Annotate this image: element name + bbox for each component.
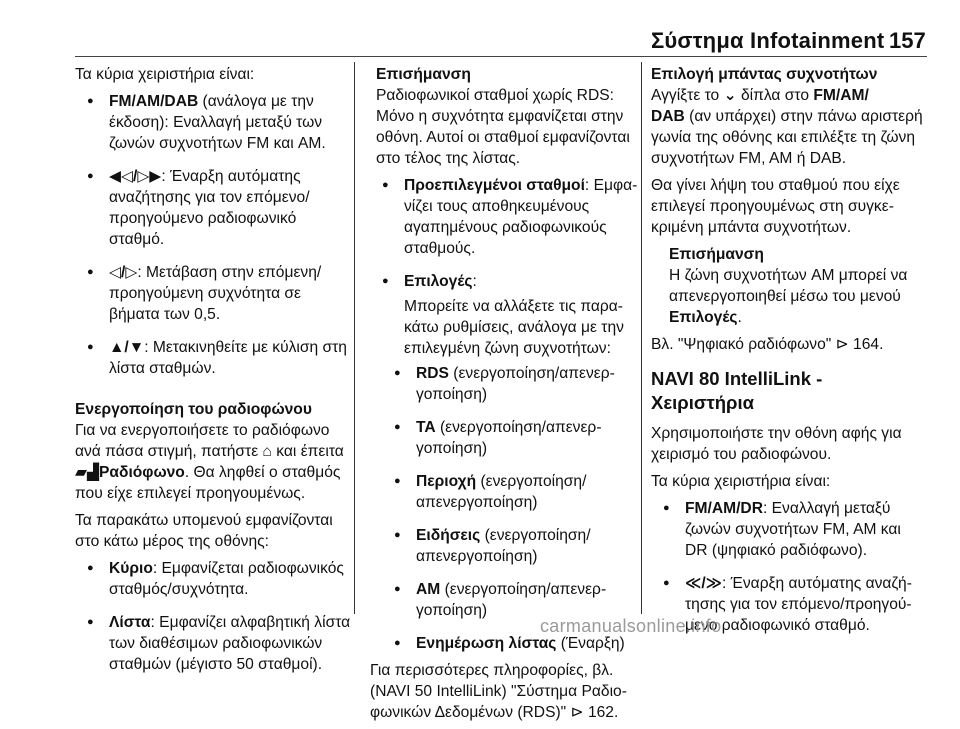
list-item xyxy=(651,498,927,561)
list-item xyxy=(75,558,351,600)
paragraph xyxy=(75,420,351,504)
text-run: . xyxy=(737,309,742,326)
bullet-text: : Έναρξη αυτόματης αναζήτησης για τον επόμενο/ προηγούμενο ραδιοφωνικό σταθμό. xyxy=(109,168,310,248)
options-sublist xyxy=(370,363,646,654)
list-item xyxy=(75,262,351,325)
list-item xyxy=(75,91,351,154)
paragraph xyxy=(651,85,927,169)
bullet-text: (ενεργοποίηση/ απενεργοποίηση) xyxy=(416,527,591,565)
list-item xyxy=(370,363,646,405)
note-heading: Επισήμανση xyxy=(376,66,471,83)
bullet-label: AM xyxy=(416,581,441,598)
submenu-list xyxy=(75,558,351,675)
bullet-text: (ανάλογα με την έκδοση): Εναλλαγή μεταξύ των ζωνών συχνοτήτων FM και AM. xyxy=(109,93,326,152)
bullet-label: FM/AM/DR xyxy=(685,500,763,517)
bullet-text: : Εμφανίζει αλφαβητική λίστα των διαθέσιμων ραδιοφωνικών σταθμών (μέγιστο 50 σταθμοί). xyxy=(109,614,351,673)
column-1 xyxy=(75,64,351,687)
bullet-text: : Μετακινηθείτε με κύλιση στη λίστα σταθμών. xyxy=(109,339,347,377)
section-heading: Επιλογή μπάντας συχνοτήτων xyxy=(651,66,878,83)
list-item xyxy=(370,175,646,259)
bullet-label: Επιλογές xyxy=(404,273,473,290)
chevron-down-icon: ⌄ xyxy=(723,87,737,104)
options-list xyxy=(370,175,646,654)
bullet-label: RDS xyxy=(416,365,449,382)
home-icon: ⌂ xyxy=(262,443,272,460)
text-run: Η ζώνη συχνοτήτων AM μπορεί να απενεργοποιηθεί μέσω του μενού xyxy=(669,267,908,305)
bullet-text: : Μετάβαση στην επόμενη/ προηγούμενη συχνότητα σε βήματα των 0,5. xyxy=(109,264,322,323)
bullet-text: (ενεργοποίηση/απενεργοποίηση) xyxy=(416,365,615,403)
bullet-text: : xyxy=(472,273,477,290)
note-heading: Επισήμανση xyxy=(669,246,764,263)
bullet-text: (ενεργοποίηση/ απενεργοποίηση) xyxy=(416,473,587,511)
column-3 xyxy=(651,64,927,648)
text-run: δίπλα στο xyxy=(736,87,814,104)
bullet-text: (Έναρξη) xyxy=(556,635,625,652)
menu-label: Επιλογές xyxy=(669,309,738,326)
paragraph: Τα κύρια χειριστήρια είναι: xyxy=(651,473,831,490)
page-header-title: Σύστημα Infotainment xyxy=(651,28,885,53)
text-run: . Θα ληφθεί ο σταθμός που είχε επιλεγεί προηγουμένως. xyxy=(75,464,341,502)
controls-list xyxy=(75,91,351,379)
seek-icon: ≪/≫ xyxy=(685,575,722,592)
text-run: Βλ. "Ψηφιακό ραδιόφωνο" xyxy=(651,336,836,353)
list-item xyxy=(75,337,351,379)
bullet-label: Προεπιλεγμένοι σταθμοί xyxy=(404,177,585,194)
list-item xyxy=(370,471,646,513)
radio-icon: ▰▟ xyxy=(75,464,99,481)
bullet-label: Λίστα xyxy=(109,614,151,631)
list-item xyxy=(370,417,646,459)
note-block xyxy=(370,64,646,169)
step-back-forward-icon: ◁/▷ xyxy=(109,264,138,281)
text-run: 162. xyxy=(583,704,619,721)
bullet-text: : Εμφανίζει τους αποθηκευμένους αγαπημένους ραδιοφωνικούς σταθμούς. xyxy=(404,177,638,257)
paragraph: Θα γίνει λήψη του σταθμού που είχε επιλεγεί προηγουμένως στη συγκεκριμένη μπάντα συχνοτήτων. xyxy=(651,177,900,236)
bullet-label: Ειδήσεις xyxy=(416,527,481,544)
text-run: Για περισσότερες πληροφορίες, βλ. (NAVI 50 IntelliLink) "Σύστημα Ραδιοφωνικών Δεδομένων (RDS)" xyxy=(370,662,627,721)
paragraph xyxy=(370,660,646,723)
text-run: Για να ενεργοποιήσετε το ραδιόφωνο ανά πάσα στιγμή, πατήστε xyxy=(75,422,330,460)
bullet-text: : Έναρξη αυτόματης αναζήτησης για τον επόμενο/προηγούμενο ραδιοφωνικό σταθμό. xyxy=(685,575,912,634)
intro-text: Τα κύρια χειριστήρια είναι: xyxy=(75,66,255,83)
note-text xyxy=(669,265,927,328)
bullet-text: (ενεργοποίηση/απενεργοποίηση) xyxy=(416,581,607,619)
header-rule xyxy=(75,56,927,57)
text-run: και έπειτα xyxy=(271,443,344,460)
section-heading-large: NAVI 80 IntelliLink - Χειριστήρια xyxy=(651,368,823,413)
bullet-text: (ενεργοποίηση/απενεργοποίηση) xyxy=(416,419,602,457)
bullet-text: : Εμφανίζεται ραδιοφωνικός σταθμός/συχνότητα. xyxy=(109,560,344,598)
bullet-label: TA xyxy=(416,419,436,436)
bullet-text: : Εναλλαγή μεταξύ ζωνών συχνοτήτων FM, AM και DR (ψηφιακό ραδιόφωνο). xyxy=(685,500,901,559)
note-text: Ραδιοφωνικοί σταθμοί χωρίς RDS: Μόνο η συχνότητα εμφανίζεται στην οθόνη. Αυτοί οι σταθμοί εμφανίζονται στο τέλος της λίστας. xyxy=(376,87,630,167)
section-heading: Ενεργοποίηση του ραδιοφώνου xyxy=(75,401,312,418)
page-number: 157 xyxy=(889,28,926,53)
band-label: FM/AM/ xyxy=(813,87,869,104)
bullet-label: Κύριο xyxy=(109,560,153,577)
paragraph xyxy=(651,334,927,355)
options-description: Μπορείτε να αλλάξετε τις παρακάτω ρυθμίσεις, ανάλογα με την επιλεγμένη ζώνη συχνοτήτων: xyxy=(404,298,624,357)
scroll-up-down-icon: ▲/▼ xyxy=(109,339,145,356)
list-item xyxy=(370,525,646,567)
radio-label: Ραδιόφωνο xyxy=(99,464,185,481)
list-item xyxy=(370,271,646,654)
list-item xyxy=(370,579,646,621)
text-run: (αν υπάρχει) στην πάνω αριστερή γωνία της οθόνης και επιλέξτε τη ζώνη συχνοτήτων FM, AM ή DAB. xyxy=(651,108,923,167)
text-run: 164. xyxy=(848,336,884,353)
seek-back-forward-icon: ◀◁/▷▶ xyxy=(109,168,162,185)
paragraph: Χρησιμοποιήστε την οθόνη αφής για χειρισμό του ραδιοφώνου. xyxy=(651,425,902,463)
page-ref-arrow-icon: ⊳ xyxy=(570,704,584,721)
watermark: carmanualsonline.info xyxy=(540,616,722,636)
note-block xyxy=(651,244,927,328)
band-label: DAB xyxy=(651,108,685,125)
list-item xyxy=(75,612,351,675)
text-run: Αγγίξτε το xyxy=(651,87,724,104)
bullet-label: FM/AM/DAB xyxy=(109,93,199,110)
list-item xyxy=(75,166,351,250)
page-ref-arrow-icon: ⊳ xyxy=(835,336,849,353)
column-divider-1 xyxy=(354,62,355,614)
bullet-label: Ενημέρωση λίστας xyxy=(416,635,557,652)
paragraph: Τα παρακάτω υπομενού εμφανίζονται στο κάτω μέρος της οθόνης: xyxy=(75,512,333,550)
bullet-label: Περιοχή xyxy=(416,473,477,490)
